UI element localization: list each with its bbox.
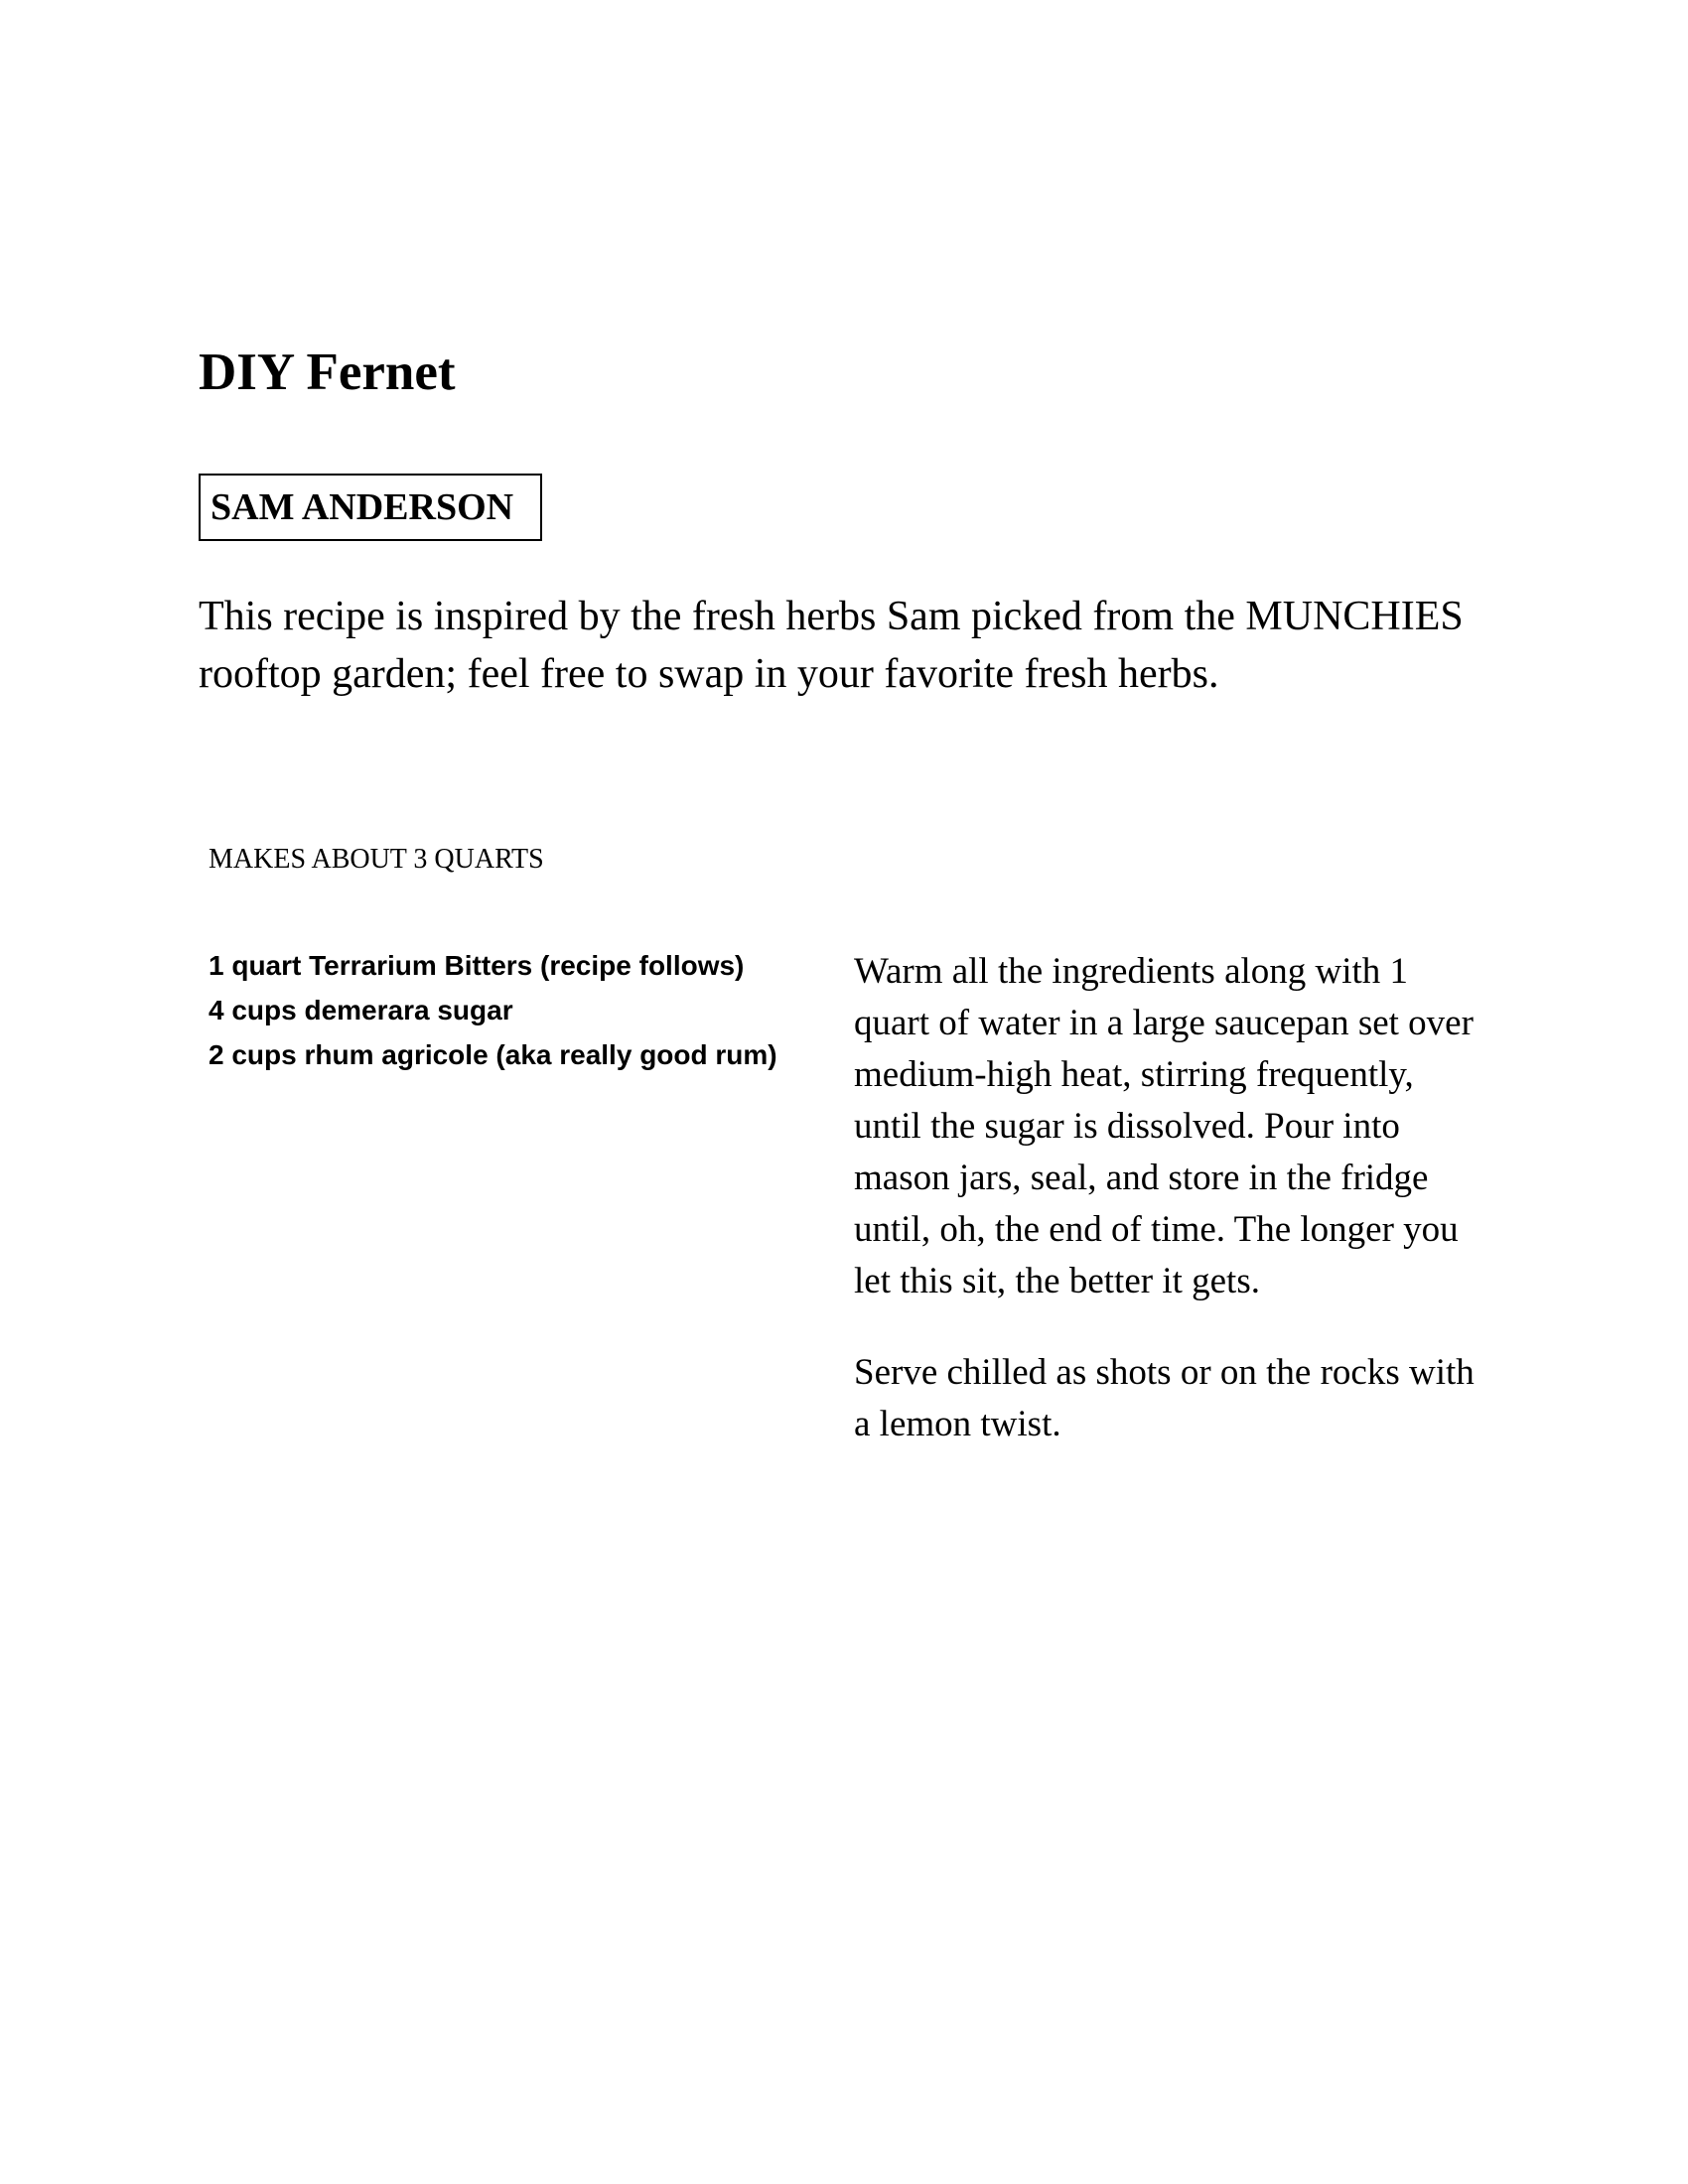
recipe-title: DIY Fernet [199, 343, 456, 401]
ingredient-item: 2 cups rhum agricole (aka really good rum) [209, 1039, 777, 1070]
recipe-intro: This recipe is inspired by the fresh herbs Sam picked from the MUNCHIES rooftop garden; feel free to swap in your favorite fresh herbs. [199, 594, 1464, 697]
method-step: Warm all the ingredients along with 1 quart of water in a large saucepan set over medium-high heat, stirring frequently, until the sugar is dissolved. Pour into mason jars, seal, and store in the fridge until, oh, the end of time. The longer you let this sit, the better it gets. [854, 951, 1474, 1301]
ingredient-item: 1 quart Terrarium Bitters (recipe follows) [209, 950, 745, 981]
ingredient-list [209, 943, 777, 1077]
method-step: Serve chilled as shots or on the rocks with a lemon twist. [854, 1352, 1475, 1444]
author-byline-box: SAM ANDERSON [199, 474, 542, 541]
method-section [854, 946, 1489, 1490]
ingredient-item: 4 cups demerara sugar [209, 995, 513, 1025]
recipe-yield: MAKES ABOUT 3 QUARTS [209, 844, 544, 875]
